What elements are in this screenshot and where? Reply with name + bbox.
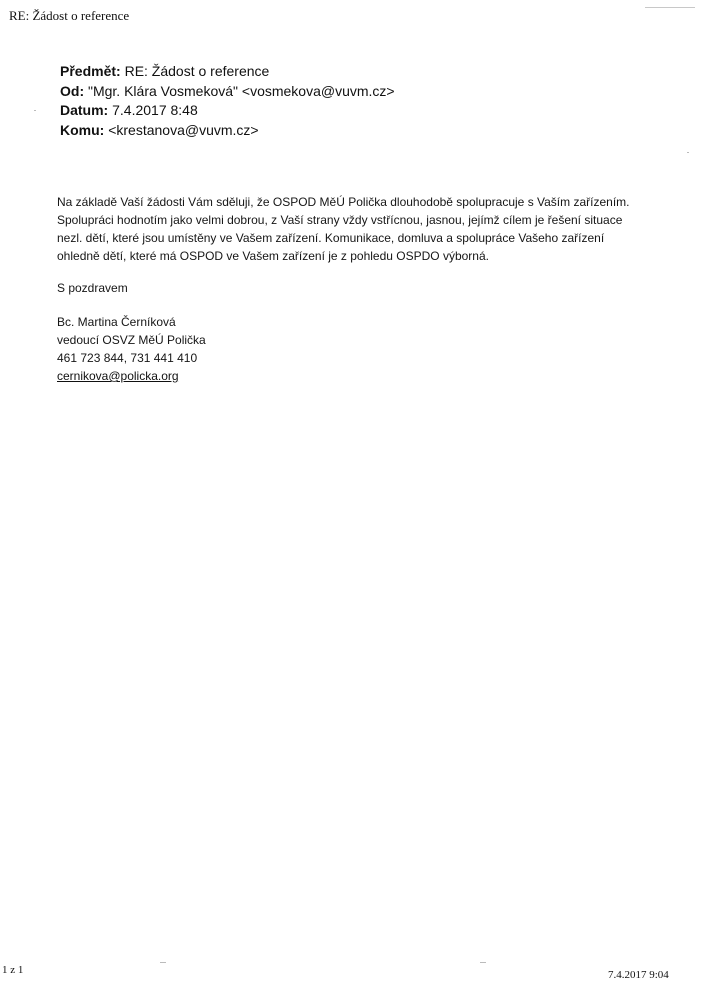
subject-label: Předmět: — [60, 63, 121, 79]
date-value: 7.4.2017 8:48 — [112, 102, 198, 118]
date-label: Datum: — [60, 102, 109, 118]
footer-timestamp: 7.4.2017 9:04 — [608, 969, 669, 981]
email-body — [57, 193, 647, 385]
scan-speck — [480, 962, 486, 963]
signature-role: vedoucí OSVZ MěÚ Polička — [57, 333, 206, 347]
from-value: "Mgr. Klára Vosmeková" <vosmekova@vuvm.cz> — [88, 82, 395, 99]
to-value: <krestanova@vuvm.cz> — [108, 121, 259, 138]
scan-speck — [687, 152, 689, 153]
signature-name: Bc. Martina Černíková — [57, 315, 176, 329]
footer-page-number: 1 z 1 — [2, 964, 24, 976]
page-header: RE: Žádost o reference — [9, 8, 130, 23]
date-row — [60, 101, 395, 121]
to-row — [60, 121, 395, 141]
signature-email-link[interactable]: cernikova@policka.org — [57, 369, 179, 383]
from-row — [60, 82, 395, 102]
email-headers — [60, 62, 395, 140]
subject-row — [60, 62, 395, 82]
corner-scan-mark — [645, 7, 695, 8]
signature-phones: 461 723 844, 731 441 410 — [57, 351, 198, 365]
greeting: S pozdravem — [57, 281, 128, 295]
scan-speck — [160, 962, 166, 963]
subject-value: RE: Žádost o reference — [124, 63, 270, 79]
scan-speck — [34, 110, 36, 111]
to-label: Komu: — [60, 121, 105, 138]
from-label: Od: — [60, 82, 85, 99]
body-paragraph: Na základě Vaší žádosti Vám sděluji, že OSPOD MěÚ Polička dlouhodobě spolupracuje s Vaším zařízením. Spolupráci hodnotím jako velmi dobrou, z Vaší strany vždy vstřícnou, jasnou, jejímž cílem je řešení situace nezl. dětí, které jsou umístěny ve Vašem zařízení. Komunikace, domluva a spolupráce Vašeho zařízení ohledně dětí, které má OSPOD ve Vašem zařízení je z pohledu OSPDO výborná. — [57, 195, 630, 263]
signature-block — [57, 313, 647, 385]
